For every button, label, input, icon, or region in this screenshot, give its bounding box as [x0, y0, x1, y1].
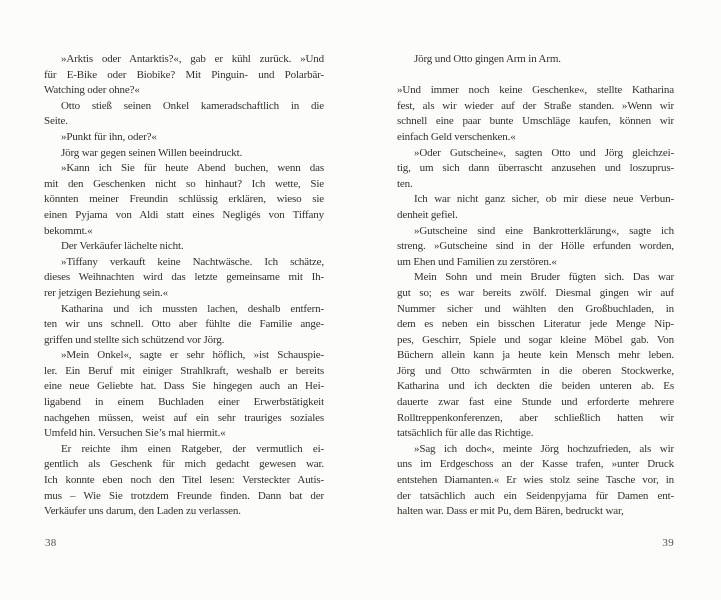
text-line: einfach Geld verschenken.«: [397, 130, 516, 143]
text-line: Watching oder ohne?«: [44, 84, 140, 97]
text-line: ler. Ein Beruf mit einiger Strahlkraft, weshalb er bereits: [44, 364, 324, 377]
text-line: Katharina und ich deckten die beiden unteren ab. Es: [397, 380, 674, 393]
text-line: Er reichte ihm einen Ratgeber, der vermutlich ei-: [61, 442, 324, 455]
left-page-text: [44, 52, 324, 520]
text-line: »Sag ich doch«, meinte Jörg hochzufrieden, als wir: [414, 442, 674, 455]
page-number-right: 39: [662, 537, 674, 549]
text-line: uns im Erdgeschoss an der Kasse trafen, »unter Druck: [397, 458, 674, 471]
text-line: Katharina und ich mussten lachen, deshalb entfern-: [61, 302, 324, 315]
text-line: »Kann ich Sie für heute Abend buchen, wenn das: [61, 162, 324, 175]
text-line: dieses Weihnachten wird das letzte gemeinsame mit Ih-: [44, 271, 324, 284]
text-line: Ich konnte eben noch den Titel lesen: Versteckter Autis-: [44, 474, 324, 487]
text-line: bekommt.«: [44, 224, 93, 237]
text-line: »Gutscheine sind eine Bankrotterklärung«, sagte ich: [414, 224, 674, 237]
right-page-text: [397, 52, 674, 520]
text-line: pes, Geschirr, Spiele und sogar kleine Möbel gab. Von: [397, 333, 674, 346]
text-line: schnell eine paar bunte Umschläge kaufen, können wir: [397, 115, 674, 128]
text-line: griffen und stellte sich schützend vor Jörg.: [44, 333, 225, 346]
text-line: Umfeld hin. Versuchen Sie’s mal hiermit.«: [44, 427, 226, 440]
text-line: ligabend in einem Buchladen einer Erwerbstätigkeit: [44, 396, 324, 409]
text-line: Ich war nicht ganz sicher, ob mir diese neue Verbun-: [414, 193, 674, 206]
text-line: Nummer sicher und wählten den Großbuchladen, in: [397, 302, 674, 315]
text-line: fest, als wir wieder auf der Straße standen. »Wenn wir: [397, 99, 674, 112]
text-line: mit den Geschenken nicht so hinhaut? Ich wette, Sie: [44, 177, 324, 190]
text-line: Jörg war gegen seinen Willen beeindruckt.: [61, 146, 243, 159]
text-line: könnten meiner Freundin schlüssig erklären, wieso sie: [44, 193, 324, 206]
scene-break-spacer: [397, 68, 674, 84]
text-line: um Ehen und Familien zu zerstören.«: [397, 255, 557, 268]
text-line: »Oder Gutscheine«, sagten Otto und Jörg gleichzei-: [414, 146, 674, 159]
page-number-left: 38: [45, 537, 57, 549]
text-line: Büchern allein kann ja heute kein Mensch mehr leben.: [397, 349, 674, 362]
text-line: »Tiffany verkauft keine Nachtwäsche. Ich schätze,: [61, 255, 324, 268]
text-line: nachgehen müssen, weist auf ein sehr trauriges soziales: [44, 411, 324, 424]
text-line: »Mein Onkel«, sagte er sehr höflich, »ist Schauspie-: [61, 349, 324, 362]
text-line: dem es neben ein bisschen Literatur jede Menge Nip-: [397, 318, 674, 331]
text-line: Mein Sohn und mein Bruder fügten sich. Das war: [414, 271, 674, 284]
text-line: Jörg und Otto gingen Arm in Arm.: [414, 53, 561, 65]
text-line: gentlich als Geschenk für mich gedacht gewesen war.: [44, 458, 324, 471]
text-line: streng. »Gutscheine sind in der Hölle erfunden worden,: [397, 240, 674, 253]
text-line: Seite.: [44, 115, 68, 128]
text-line: der tatsächlich auch ein Seidenpyjama für Damen ent-: [397, 489, 674, 502]
text-line: entstehen Diamanten.« Er wies stolz seine Tasche vor, in: [397, 474, 674, 487]
text-line: gut so; es war bereits zwölf. Diesmal gingen wir auf: [397, 286, 674, 299]
text-line: »Punkt für ihn, oder?«: [61, 130, 157, 143]
text-line: »Arktis oder Antarktis?«, gab er kühl zurück. »Und: [61, 53, 324, 65]
text-line: Rolltreppenkonferenzen, aber schließlich hatten wir: [397, 411, 674, 424]
text-line: für E-Bike oder Biobike? Mit Pinguin- und Polarbär-: [44, 68, 324, 81]
text-line: dauerte zwar fast eine Stunde und erforderte mehrere: [397, 396, 674, 409]
text-line: ten wir uns schnell. Otto aber fühlte die Familie ange-: [44, 318, 324, 331]
text-line: »Und immer noch keine Geschenke«, stellte Katharina: [397, 84, 674, 97]
text-line: tig, um sich dann überrascht anzusehen und loszuprus-: [397, 162, 674, 175]
text-line: denheit gefiel.: [397, 208, 458, 221]
text-line: mus – Wie Sie trotzdem Freunde finden. Dann bat der: [44, 489, 324, 502]
text-line: Otto stieß seinen Onkel kameradschaftlich in die: [61, 99, 324, 112]
text-line: Jörg und Otto schwärmten in die oberen Stockwerke,: [397, 364, 674, 377]
text-line: rer jetzigen Beziehung sein.«: [44, 286, 168, 299]
text-line: eine neue Geliebte hat. Dass Sie hingegen auch an Hei-: [44, 380, 324, 393]
text-line: Verkäufer uns darum, den Laden zu verlassen.: [44, 505, 241, 518]
text-line: halten war. Dass er mit Pu, dem Bären, bedruckt war,: [397, 505, 624, 518]
text-line: Der Verkäufer lächelte nicht.: [61, 240, 184, 253]
text-line: tatsächlich für alle das Richtige.: [397, 427, 534, 440]
text-line: einen Pyjama von Aldi statt eines Negligés von Tiffany: [44, 208, 324, 221]
text-line: ten.: [397, 177, 413, 190]
